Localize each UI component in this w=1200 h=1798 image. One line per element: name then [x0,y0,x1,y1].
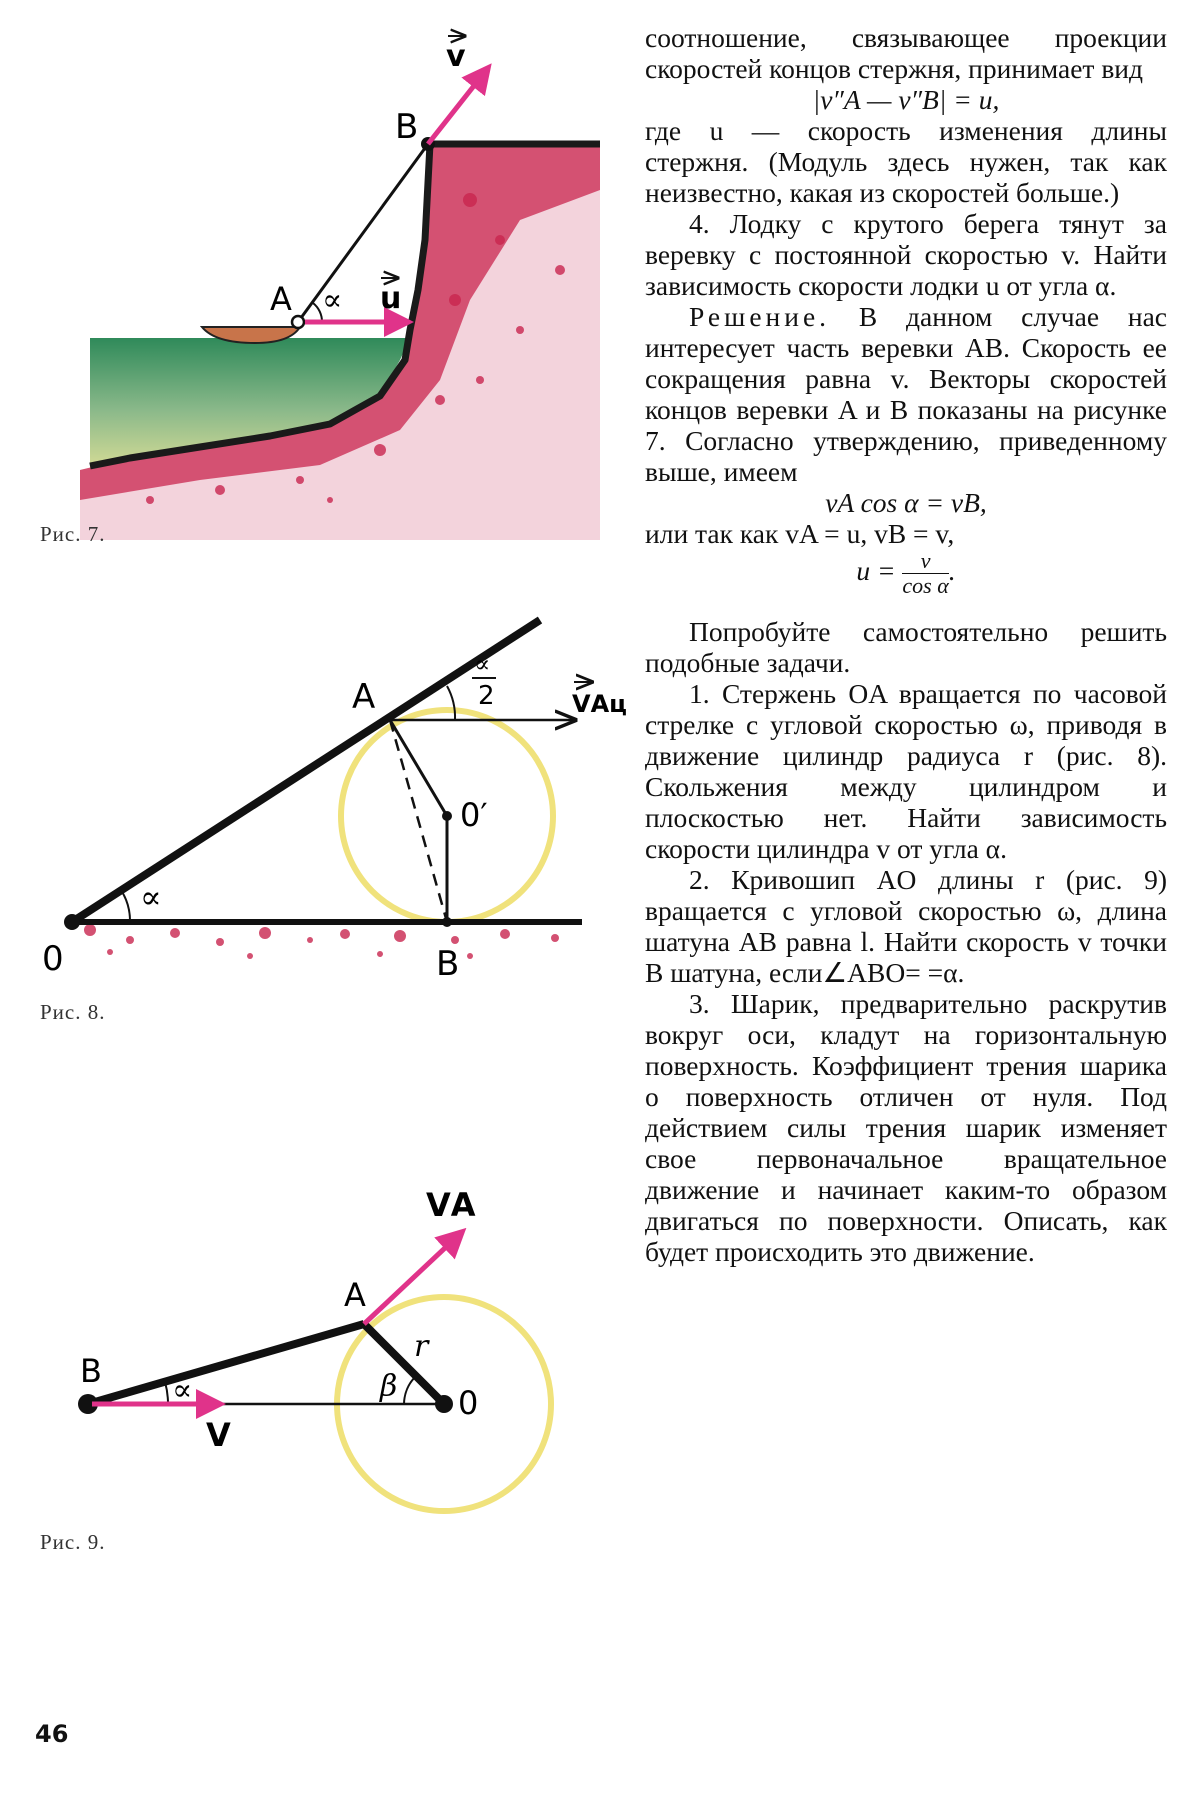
label-O: 0 [458,1384,479,1422]
label-B: B [436,944,460,984]
angle-arc-beta [404,1376,416,1404]
vector-v [428,68,488,144]
label-O-prime: 0′ [460,796,488,834]
angle-arc-alpha [313,303,322,322]
formula-projections: |v″A — v″B| = u, [812,84,1000,115]
figure-8 [0,600,640,1000]
formula-vA-cos: vA cos α = vB, [825,487,987,518]
label-alpha-half-den: 2 [478,681,495,711]
label-r: r [414,1329,429,1364]
exercise-3: 3. Шарик, предварительно раскрутив вокруг оси, кладут на горизонтальную поверхность. Коэффициент трения шарика о поверхность отличен от нуля. Под действием силы трения шарик изменяет свое первоначальное вращательное движение и начинает каким-то образом двигаться по поверхности. Описать, как будет происходить это движение. [645,988,1167,1267]
figure-8-caption: Рис. 8. [40,1000,106,1024]
angle-arc-alpha [121,890,130,922]
rod-OA [72,620,540,922]
page-number: 46 [35,1720,69,1748]
exercise-1: 1. Стержень OA вращается по часовой стрелке с угловой скоростью ω, приводя в движение цилиндр радиуса r (рис. 8). Скольжения между цилиндром и плоскостью нет. Найти зависимость скорости цилиндра v от угла α. [645,678,1167,864]
label-alpha-half-num: ∝ [474,650,491,678]
fraction-numerator: v [902,549,948,574]
label-O: 0 [42,939,64,979]
paragraph: или так как vA = u, vB = v, [645,518,955,549]
label-vAc: VАц [572,690,627,718]
crank-AO [364,1324,444,1404]
label-v: v [446,39,466,74]
text-column [645,22,1167,1267]
solution-text: В данном случае нас интересует часть веревки AB. Скорость ее сокращения равна v. Векторы скоростей концов веревки A и B показаны на рисунке 7. Согласно утверждению, приведенному выше, имеем [645,301,1167,487]
ground-texture [84,924,559,959]
point-O [64,914,80,930]
fraction-denominator: cos α [902,573,949,598]
formula-u-fraction [645,549,1167,598]
fraction [902,549,948,598]
angle-arc-alpha [165,1382,168,1404]
label-B: B [395,107,419,147]
chord-AB [390,720,447,922]
point-B [442,917,452,927]
paragraph-intro: Попробуйте самостоятельно решить подобные задачи. [645,616,1167,678]
label-A: A [270,280,292,318]
rod-AB [88,1324,364,1404]
label-A: A [352,677,376,717]
label-u: u [380,281,402,316]
label-beta: β [380,1369,398,1404]
label-alpha: ∝ [322,283,343,318]
solution-paragraph [645,301,1167,487]
formula-end: . [948,554,956,586]
paragraph: соотношение, связывающее проекции скоростей концов стержня, принимает вид [645,22,1167,84]
paragraph: где u — скорость изменения длины стержня. (Модуль здесь нужен, так как неизвестно, какая из скоростей больше.) [645,115,1167,208]
figure-7 [0,0,620,540]
figure-9 [0,1170,560,1540]
solution-word: Решение. [689,301,831,332]
point-O [435,1395,453,1413]
label-V: V [206,1416,231,1454]
point-O-prime [442,811,452,821]
radius-O-prime-A [390,720,447,816]
exercise-2: 2. Кривошип AO длины r (рис. 9) вращается с угловой скоростью ω, длина шатуна AB равна l. Найти скорость v точки B шатуна, если∠ABO= =α. [645,864,1167,988]
figure-7-caption: Рис. 7. [40,522,106,546]
formula-lhs: u = [856,554,896,586]
label-alpha: ∝ [140,878,162,916]
problem-4: 4. Лодку с крутого берега тянут за веревку с постоянной скоростью v. Найти зависимость скорости лодки u от угла α. [645,208,1167,301]
rope-AB [298,144,428,322]
point-A [292,316,304,328]
vector-VA [364,1232,462,1324]
figure-9-caption: Рис. 9. [40,1530,106,1554]
angle-arc-alpha-half [447,686,455,720]
label-alpha: ∝ [172,1373,193,1408]
label-VA: VА [426,1186,476,1224]
label-B: B [80,1352,102,1390]
label-A: A [344,1276,366,1314]
